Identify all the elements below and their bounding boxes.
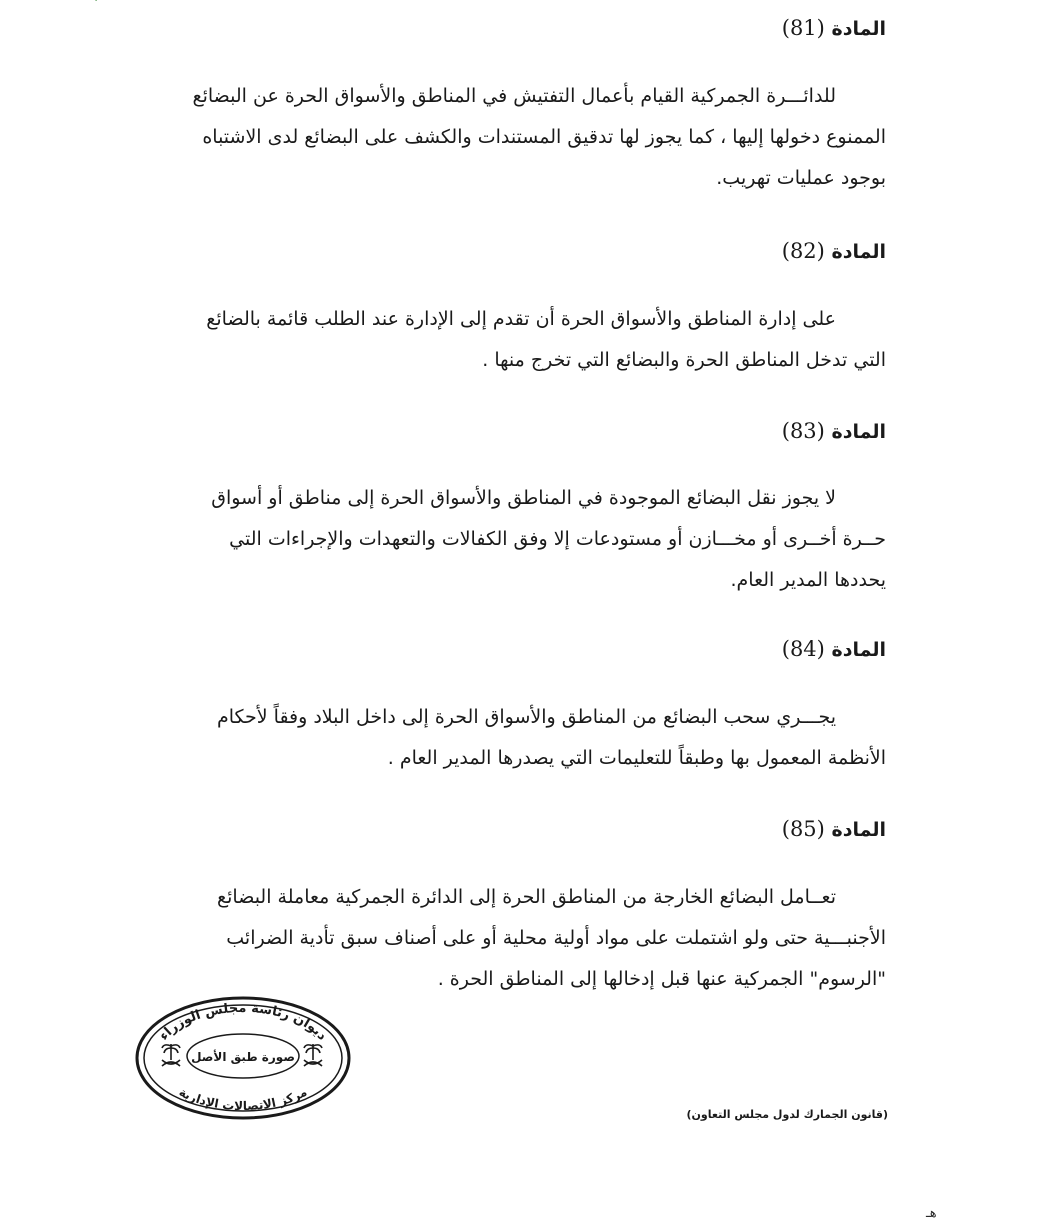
palm-swords-emblem-icon — [304, 1044, 322, 1066]
paragraph-line: الممنوع دخولها إليها ، كما يجوز لها تدقيق المستندات والكشف على البضائع لدى الاشتباه — [202, 126, 886, 148]
paragraph-line: الأجنبـــية حتى ولو اشتملت على مواد أولية محلية أو على أصناف سبق تأدية الضرائب — [226, 927, 886, 949]
seal-top-text: ديوان رئاسة مجلس الوزراء — [156, 1000, 330, 1044]
paragraph-line: الأنظمة المعمول بها وطبقاً للتعليمات التي يصدرها المدير العام . — [387, 747, 886, 769]
article-heading-number: (83) — [781, 419, 825, 443]
paragraph-line: على إدارة المناطق والأسواق الحرة أن تقدم إلى الإدارة عند الطلب قائمة بالضائع — [206, 308, 836, 330]
article-heading-label: المادة — [831, 639, 886, 661]
article-heading-label: المادة — [831, 819, 886, 841]
article-heading-label: المادة — [831, 18, 886, 40]
paragraph-line: للدائـــرة الجمركية القيام بأعمال التفتيش في المناطق والأسواق الحرة عن البضائع — [192, 85, 836, 107]
page-mark: هـ — [926, 1206, 937, 1221]
official-seal-stamp — [133, 992, 353, 1122]
article-heading-label: المادة — [831, 421, 886, 443]
paragraph-line: "الرسوم" الجمركية عنها قبل إدخالها إلى المناطق الحرة . — [437, 968, 886, 990]
seal-center-text: صورة طبق الأصل — [191, 1050, 295, 1064]
paragraph-line: يحددها المدير العام. — [730, 569, 886, 591]
article-82-heading — [782, 238, 886, 265]
paragraph-line: التي تدخل المناطق الحرة والبضائع التي تخرج منها . — [482, 349, 886, 371]
paragraph-line: تعــامل البضائع الخارجة من المناطق الحرة إلى الدائرة الجمركية معاملة البضائع — [217, 886, 836, 908]
article-81-heading — [782, 15, 886, 42]
paragraph-line: لا يجوز نقل البضائع الموجودة في المناطق والأسواق الحرة إلى مناطق أو أسواق — [211, 487, 836, 509]
article-81-body — [166, 76, 886, 199]
article-84-body — [166, 697, 886, 779]
article-85-body — [166, 877, 886, 1000]
article-heading-number: (81) — [781, 16, 825, 40]
paragraph-line: يجـــري سحب البضائع من المناطق والأسواق الحرة إلى داخل البلاد وفقاً لأحكام — [216, 706, 836, 728]
article-84-heading — [782, 636, 886, 663]
article-heading-label: المادة — [831, 241, 886, 263]
article-85-heading — [782, 816, 886, 843]
article-83-heading — [782, 418, 886, 445]
article-heading-number: (82) — [781, 239, 825, 263]
seal-bottom-text: مركز الاتصالات الإدارية — [176, 1084, 310, 1114]
article-82-body — [166, 299, 886, 381]
corner-mark — [95, 0, 114, 10]
article-83-body — [166, 478, 886, 601]
document-source-note: (قانون الجمارك لدول مجلس التعاون) — [686, 1108, 888, 1121]
palm-swords-emblem-icon — [162, 1044, 180, 1066]
paragraph-line: حــرة أخــرى أو مخـــازن أو مستودعات إلا وفق الكفالات والتعهدات والإجراءات التي — [229, 528, 886, 550]
article-heading-number: (85) — [781, 817, 825, 841]
paragraph-line: بوجود عمليات تهريب. — [716, 167, 886, 189]
article-heading-number: (84) — [781, 637, 825, 661]
